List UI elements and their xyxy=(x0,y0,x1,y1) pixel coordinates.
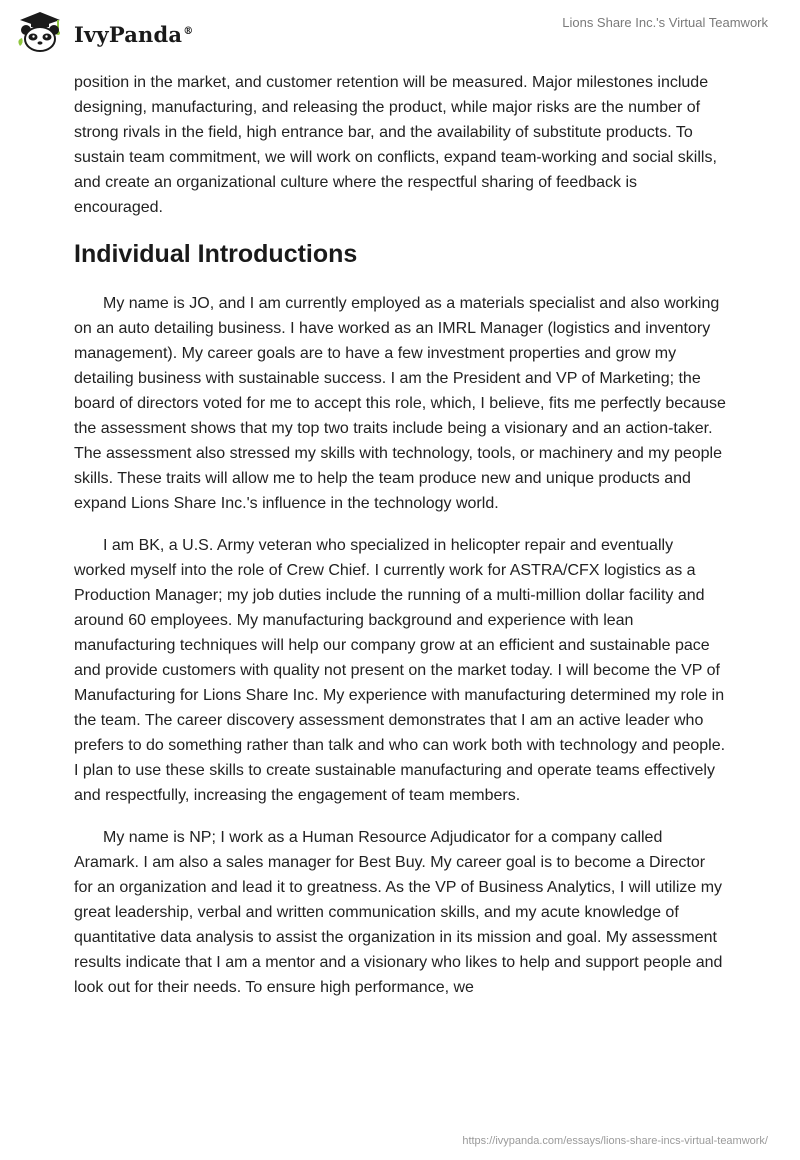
paragraph-bk: I am BK, a U.S. Army veteran who specialized in helicopter repair and eventually worked myself into the role of Crew Chief. I currently work for ASTRA/CFX logistics as a Production Manager; my job duties include the running of a multi-million dollar facility and around 60 employees. My manufacturing background and experience with lean manufacturing techniques will help our company grow at an efficient and sustainable pace and provide customers with quality not present on the market today. I will become the VP of Manufacturing for Lions Share Inc. My experience with manufacturing determined my role in the team. The career discovery assessment demonstrates that I am an active leader who prefers to do something rather than talk and who can work both with technology and people. I plan to use these skills to create sustainable manufacturing and operate teams effectively and respectfully, increasing the engagement of team members. xyxy=(74,537,726,804)
page-header xyxy=(0,0,800,62)
panda-logo-icon xyxy=(14,10,66,54)
brand-name: IvyPanda® xyxy=(74,21,194,47)
registered-mark: ® xyxy=(183,25,194,37)
paragraph-np: My name is NP; I work as a Human Resource Adjudicator for a company called Aramark. I am also a sales manager for Best Buy. My career goal is to become a Director for an organization and lead it to greatness. As the VP of Business Analytics, I will utilize my great leadership, verbal and written communication skills, and my acute knowledge of quantitative data analysis to assist the organization in its mission and goal. My assessment results indicate that I am a mentor and a visionary who likes to help and support people and look out for their needs. To ensure high performance, we xyxy=(74,829,723,996)
document-title: Lions Share Inc.'s Virtual Teamwork xyxy=(562,15,768,30)
section-heading: Individual Introductions xyxy=(74,240,358,268)
essay-body xyxy=(74,70,726,1017)
intro-paragraph: position in the market, and customer retention will be measured. Major milestones include designing, manufacturing, and releasing the product, while major risks are the number of strong rivals in the field, high entrance bar, and the availability of substitute products. To sustain team commitment, we will work on conflicts, expand team-working and social skills, and create an organizational culture where the respectful sharing of feedback is encouraged. xyxy=(74,74,717,216)
paragraph-jo: My name is JO, and I am currently employed as a materials specialist and also working on an auto detailing business. I have worked as an IMRL Manager (logistics and inventory management). My career goals are to have a few investment properties and grow my detailing business with sustainable success. I am the President and VP of Marketing; the board of directors voted for me to accept this role, which, I believe, fits me perfectly because the assessment shows that my top two traits include being a visionary and an action-taker. The assessment also stressed my skills with technology, tools, or machinery and my people skills. These traits will allow me to help the team produce new and unique products and expand Lions Share Inc.'s influence in the technology world. xyxy=(74,295,726,512)
source-url[interactable]: https://ivypanda.com/essays/lions-share-incs-virtual-teamwork/ xyxy=(462,1135,768,1147)
ivypanda-logo[interactable] xyxy=(14,10,193,54)
